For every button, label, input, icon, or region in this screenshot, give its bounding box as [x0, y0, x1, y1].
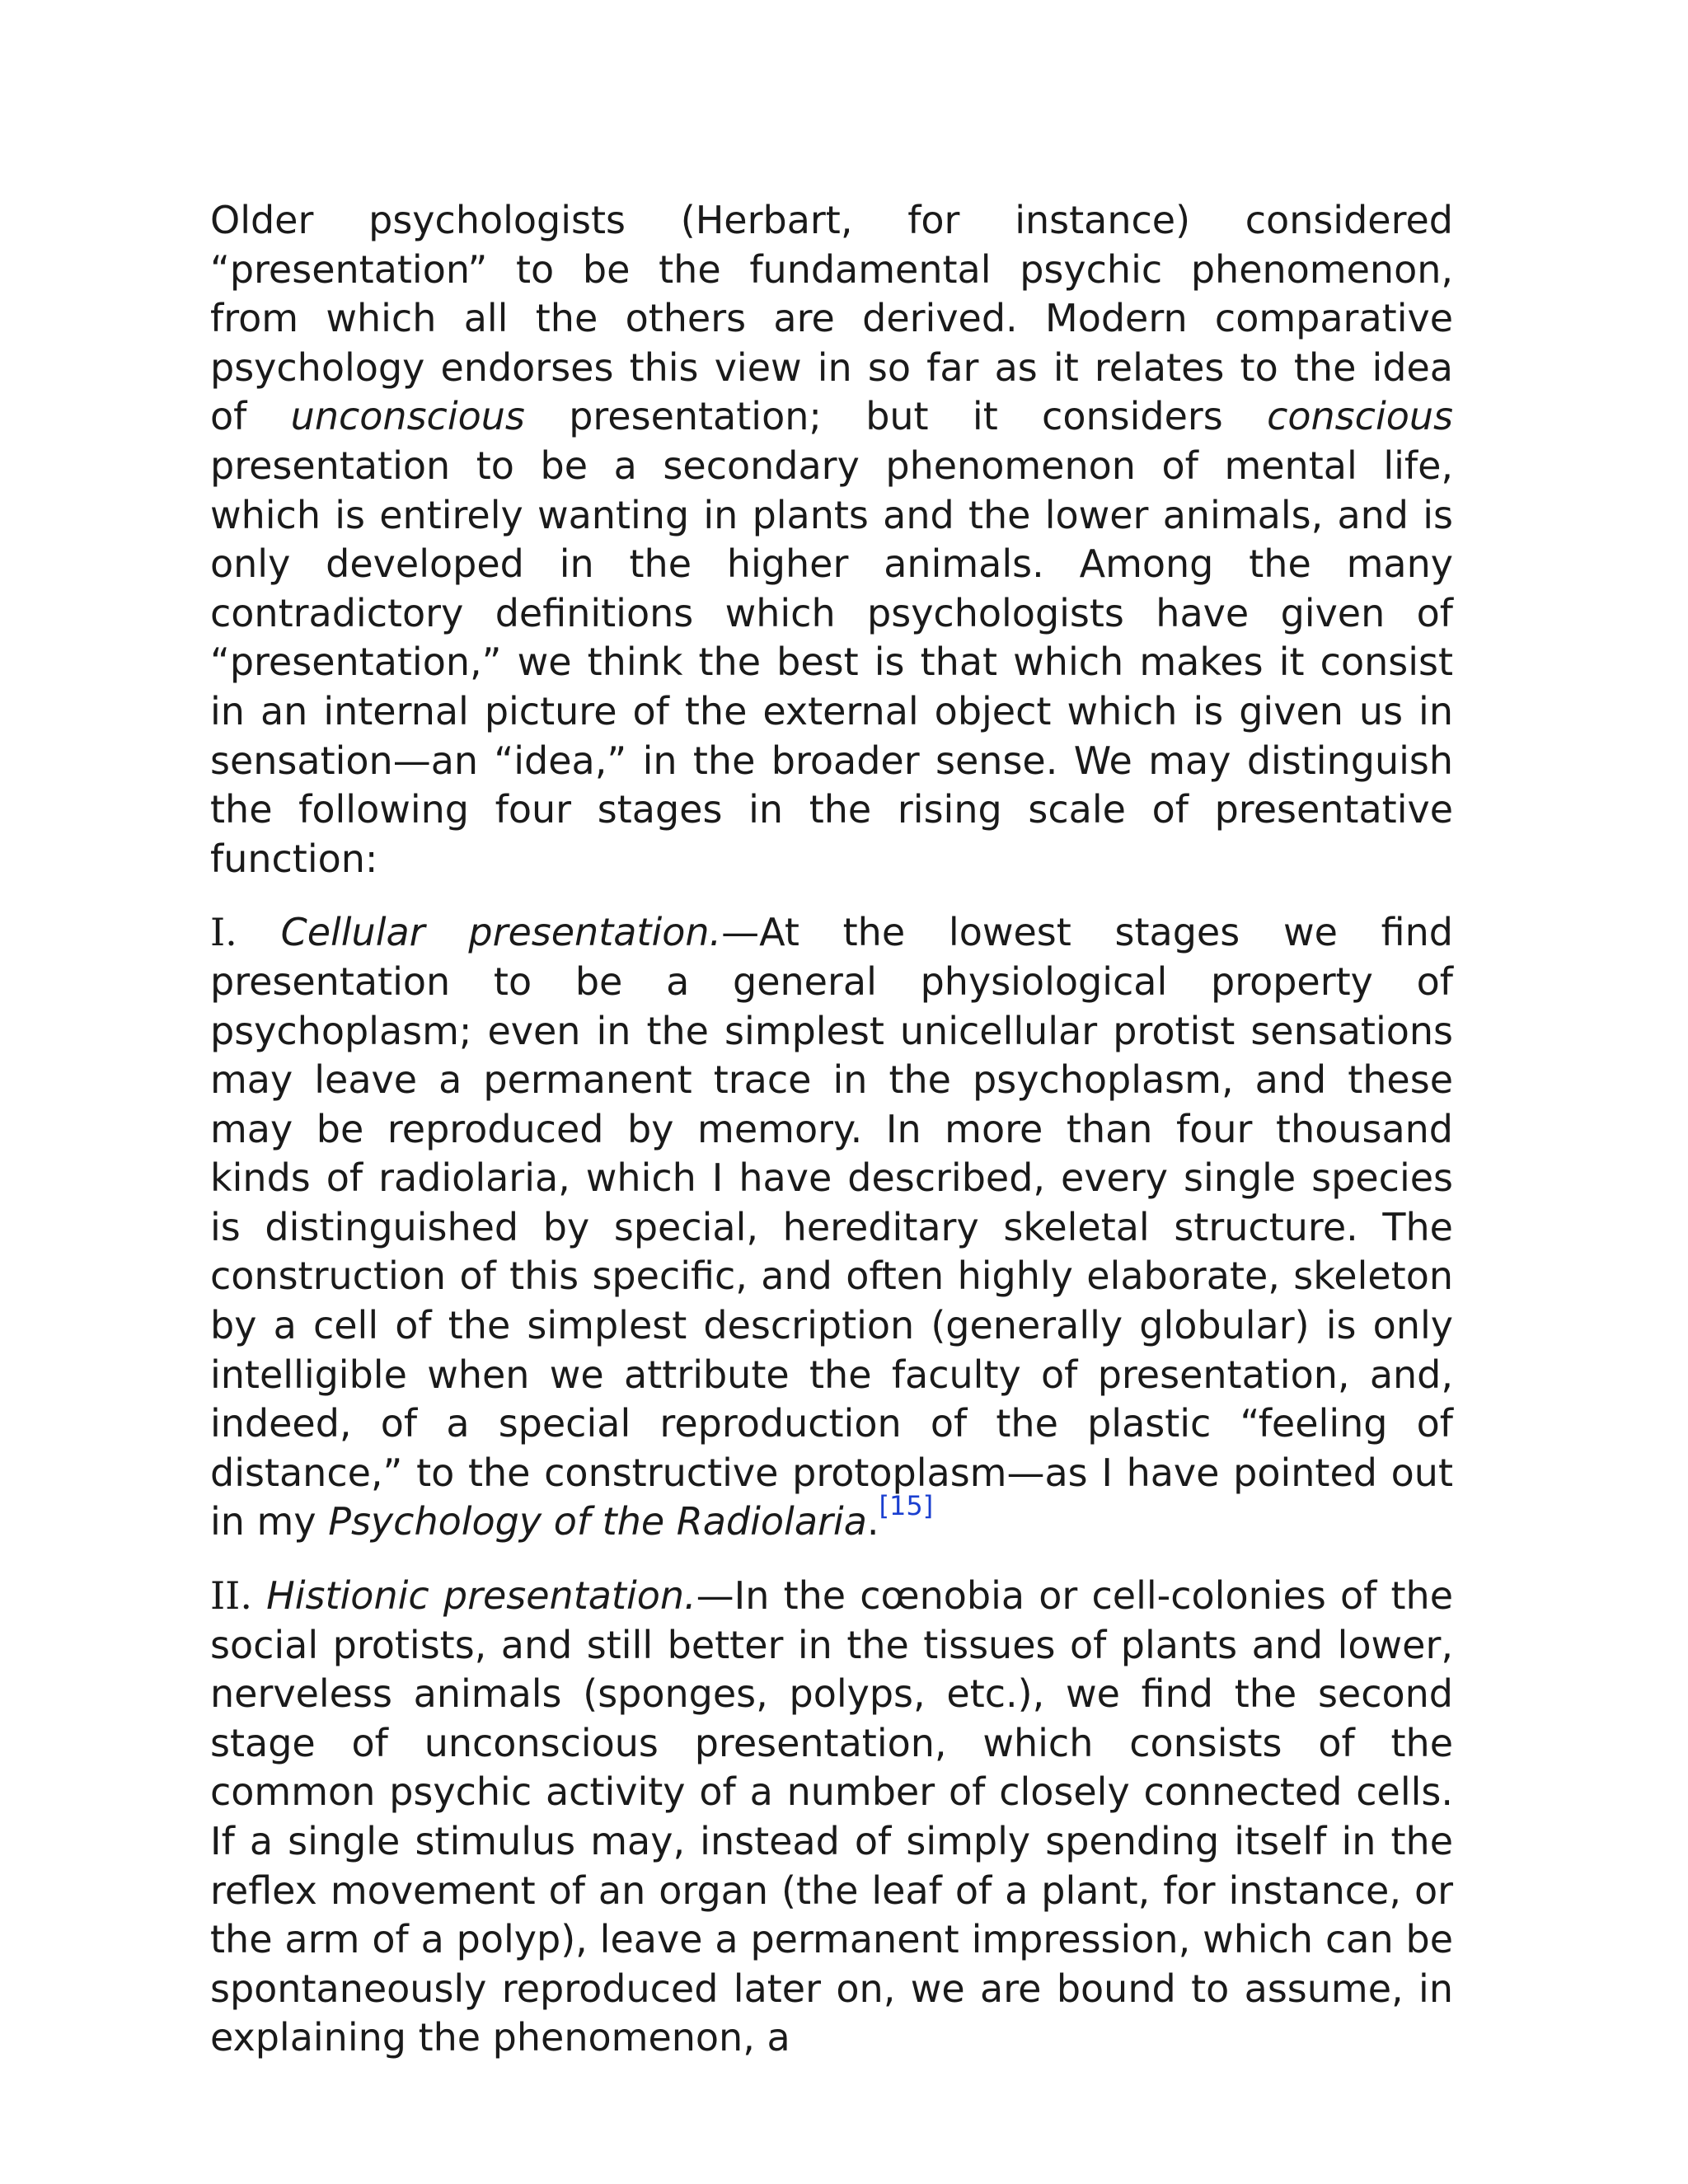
- emphasis-unconscious: unconscious: [290, 394, 525, 439]
- section-numeral: II.: [210, 1573, 252, 1619]
- emphasis-conscious: conscious: [1267, 394, 1453, 439]
- paragraph-text: —In the cœnobia or cell-colonies of the social protists, and still better in the tissues of plants and lower, nerveless animals (sponges, polyps, etc.), we find the second stage of unconscious presentation, which consists of the common psychic activity of a number of closely connected cells. If a single stimulus may, instead of simply spending itself in the reflex movement of an organ (the leaf of a plant, for instance, or the arm of a polyp), leave a permanent impression, which can be spontaneously reproduced later on, we are bound to assume, in explaining the phenomenon, a: [210, 1573, 1454, 2060]
- paragraph-text: presentation; but it considers: [524, 394, 1268, 439]
- section-heading: Histionic presentation.: [266, 1573, 696, 1619]
- paragraph-text: presentation to be a secondary phenomenon of mental life, which is entirely wanting in plants and the lower animals, and is only developed in the higher animals. Among the many contradictory definitions which psychologists have given of “presentation,” we think the best is that which makes it consist in an internal picture of the external object which is given us in sensation—an “idea,” in the broader sense. We may distinguish the following four stages in the rising scale of presentative function:: [210, 443, 1453, 881]
- paragraph-intro: [210, 196, 1453, 883]
- document-page: [210, 196, 1453, 2088]
- paragraph-text: .: [866, 1499, 879, 1544]
- paragraph-text: —At the lowest stages we find presentation to be a general physiological property of psychoplasm; even in the simplest unicellular protist sensations may leave a permanent trace in the psychoplasm, and these may be reproduced by memory. In more than four thousand kinds of radiolaria, which I have described, every single species is distinguished by special, hereditary skeletal structure. The construction of this specific, and often highly elaborate, skeleton by a cell of the simplest description (generally globular) is only intelligible when we attribute the faculty of presentation, and, indeed, of a special reproduction of the plastic “feeling of distance,” to the constructive protoplasm—as I have pointed out in my: [210, 910, 1453, 1544]
- paragraph-cellular-presentation: [210, 908, 1453, 1547]
- footnote-link[interactable]: [15]: [879, 1490, 934, 1522]
- section-numeral: I.: [210, 910, 237, 955]
- paragraph-text: Older psychologists (Herbart, for instance) considered “presentation” to be the fundamental psychic phenomenon, from which all the others are derived. Modern comparative psychology endorses this view in so far as it relates to the idea of: [210, 198, 1453, 439]
- paragraph-histionic-presentation: [210, 1572, 1453, 2063]
- section-heading: Cellular presentation.: [280, 910, 722, 955]
- book-title: Psychology of the Radiolaria: [328, 1499, 867, 1544]
